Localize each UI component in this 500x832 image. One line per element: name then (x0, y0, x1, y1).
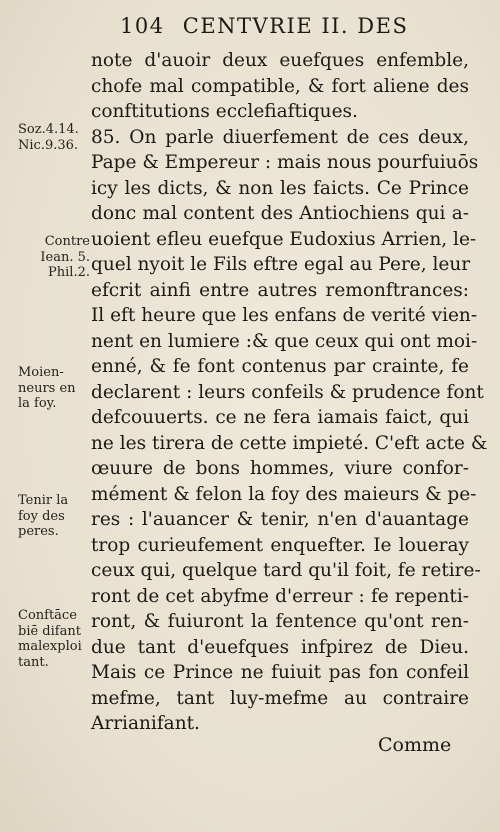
text-line: trop curieufement enquefter. Ie loueray (91, 534, 469, 556)
text-line: icy les dicts, & non les faicts. Ce Prince (91, 177, 469, 199)
margin-note-topic (18, 608, 90, 670)
text-line: uoient efleu euefque Eudoxius Arrien, le- (91, 228, 477, 250)
margin-note-line: Conftāce (18, 608, 77, 623)
page-number: 104 (120, 14, 165, 38)
main-text (91, 48, 488, 737)
text-line: Pape & Empereur : mais nous pourfuiuōs (91, 152, 479, 173)
text-line: note d'auoir deux euefques enfemble, (91, 50, 469, 71)
text-line: quel nyoit le Fils eftre egal au Pere, leur (91, 254, 471, 275)
margin-note-line: foy des (18, 508, 65, 524)
margin-note-line: peres. (18, 524, 59, 539)
margin-note-line: malexploi (18, 639, 82, 654)
margin-note-line: Iean. 5. (40, 249, 90, 265)
margin-note-topic (18, 365, 90, 412)
text-line: Arrianifant. (91, 713, 200, 734)
text-line: Il eft heure que les enfans de verité vien- (91, 305, 478, 326)
text-line: donc mal content des Antiochiens qui a- (91, 203, 469, 224)
text-line: ceux qui, quelque tard qu'il foit, fe retire- (91, 560, 481, 581)
text-line: declarent : leurs confeils & prudence font (91, 381, 484, 403)
text-line: enné, & fe font contenus par crainte, fe (91, 356, 469, 377)
margin-note-line: Contre (44, 234, 90, 249)
margin-note-line: Nic.9.36. (18, 137, 79, 153)
page-header (120, 14, 490, 38)
margin-note-line: neurs en (18, 380, 76, 396)
margin-note-line: tant. (18, 654, 49, 670)
catchword: Comme (378, 734, 452, 756)
text-line: 85. On parle diuerfement de ces deux, (91, 126, 469, 148)
text-line: mefme, tant luy-mefme au contraire (91, 687, 469, 709)
margin-note-reference (18, 122, 90, 153)
margin-note-line: Tenir la (18, 493, 69, 508)
text-line: defcouuerts. ce ne fera iamais faict, qui (91, 407, 469, 428)
margin-note-topic (18, 493, 90, 540)
text-line: ne les tirera de cette impieté. C'eft acte & (91, 432, 488, 454)
text-line: ront, & fuiuront la fentence qu'ont ren- (91, 611, 469, 632)
margin-note-line: Moien- (18, 365, 64, 380)
text-line: conftitutions ecclefiaftiques. (91, 101, 358, 122)
text-line: efcrit ainfi entre autres remonftrances: (91, 279, 469, 301)
text-line: Mais ce Prince ne fuiuit pas fon confeil (91, 662, 469, 683)
margin-note-line: Soz.4.14. (18, 122, 79, 137)
running-title: CENTVRIE II. DES (182, 14, 409, 38)
margin-note-scripture (18, 234, 90, 281)
text-line: mément & felon la foy des maieurs & pe- (91, 483, 477, 505)
text-line: nent en lumiere :& que ceux qui ont moi- (91, 330, 478, 352)
text-line: ront de cet abyfme d'erreur : fe repenti- (91, 585, 469, 607)
margin-note-line: biē difant (18, 623, 81, 639)
text-line: chofe mal compatible, & fort aliene des (91, 75, 469, 97)
text-line: due tant d'euefques infpirez de Dieu. (91, 636, 469, 658)
margin-note-line: Phil.2. (48, 265, 90, 280)
text-line: res : l'auancer & tenir, n'en d'auantage (91, 509, 469, 530)
margin-note-line: la foy. (18, 396, 57, 411)
text-line: œuure de bons hommes, viure confor- (91, 458, 469, 479)
